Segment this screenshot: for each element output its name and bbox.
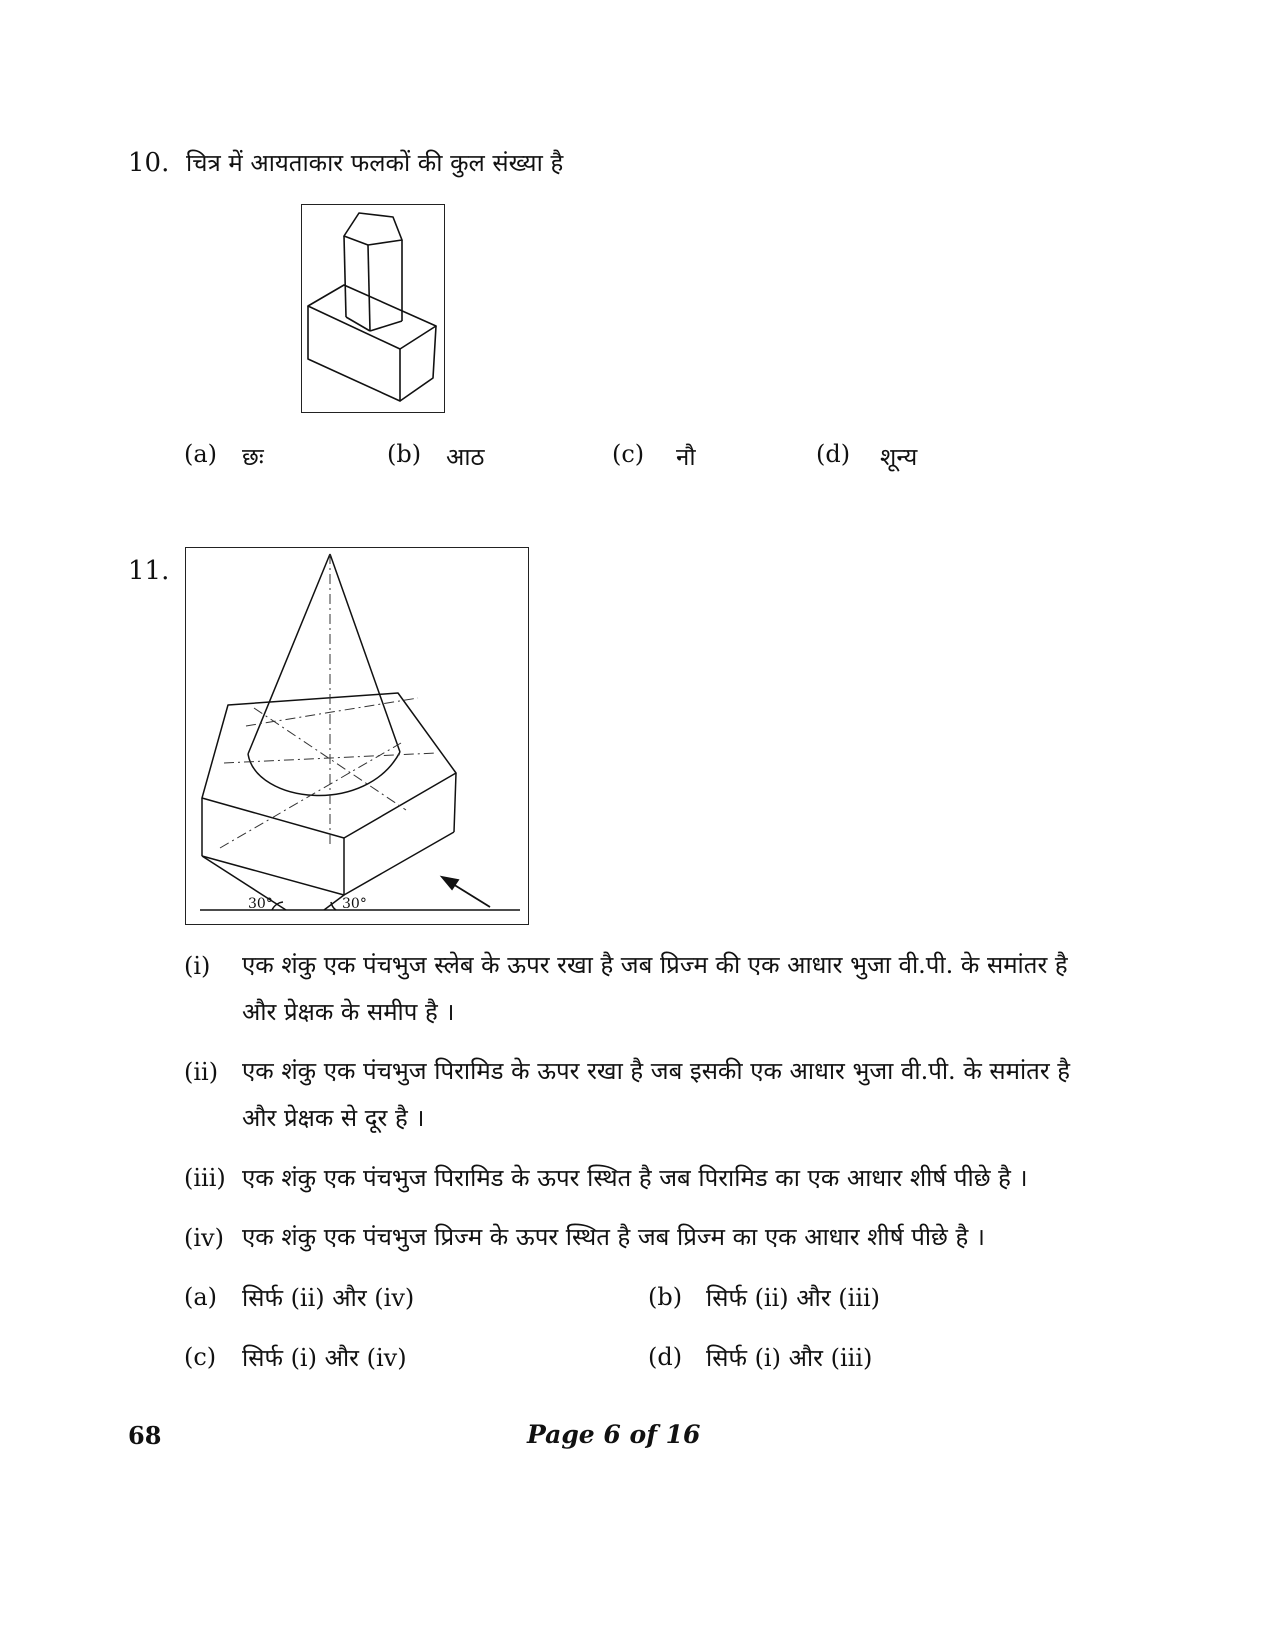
q11-option-c-text: सिर्फ (i) और (iv) [242,1344,407,1372]
question-11-number: 11. [128,556,170,586]
angle-right-label: 30° [342,896,367,912]
q10-option-b-text: आठ [446,443,485,471]
q10-option-c-label: (c) [612,440,645,468]
q11-option-b-label: (b) [648,1283,683,1311]
statement-ii-label: (ii) [184,1058,219,1086]
question-10-text: चित्र में आयताकार फलकों की कुल संख्या है [186,149,564,177]
q11-option-b-text: सिर्फ (ii) और (iii) [706,1284,881,1312]
question-10-figure [301,204,445,413]
q10-option-d-text: शून्य [880,443,918,471]
q10-option-a-label: (a) [184,440,218,468]
cone-on-pentagonal-slab-drawing [186,548,528,924]
q11-option-d-text: सिर्फ (i) और (iii) [706,1344,873,1372]
q11-option-d-label: (d) [648,1343,683,1371]
statement-i-line1: एक शंकु एक पंचभुज स्लेब के ऊपर रखा है जब प्रिज्म की एक आधार भुजा वी.पी. के समांतर है [242,951,1068,979]
q10-option-d-label: (d) [816,440,851,468]
statement-i-line2: और प्रेक्षक के समीप है । [242,998,455,1026]
q10-option-a-text: छः [242,443,264,471]
q10-option-c-text: नौ [676,443,696,471]
statement-iii-line1: एक शंकु एक पंचभुज पिरामिड के ऊपर स्थित है जब पिरामिड का एक आधार शीर्ष पीछे है । [242,1164,1028,1192]
statement-iv-label: (iv) [184,1224,224,1252]
paper-code: 68 [128,1421,162,1450]
q10-option-b-label: (b) [387,440,422,468]
q11-option-c-label: (c) [184,1343,217,1371]
question-10-number: 10. [128,148,170,178]
statement-ii-line1: एक शंकु एक पंचभुज पिरामिड के ऊपर रखा है जब इसकी एक आधार भुजा वी.पी. के समांतर है [242,1057,1071,1085]
q11-option-a-label: (a) [184,1283,218,1311]
statement-ii-line2: और प्रेक्षक से दूर है । [242,1104,425,1132]
statement-i-label: (i) [184,952,211,980]
question-11-figure [185,547,529,925]
statement-iii-label: (iii) [184,1164,226,1192]
page-number: Page 6 of 16 [527,1420,701,1449]
q11-option-a-text: सिर्फ (ii) और (iv) [242,1284,415,1312]
angle-left-label: 30° [248,896,273,912]
prism-on-block-drawing [302,205,444,412]
statement-iv-line1: एक शंकु एक पंचभुज प्रिज्म के ऊपर स्थित है जब प्रिज्म का एक आधार शीर्ष पीछे है । [242,1223,985,1251]
